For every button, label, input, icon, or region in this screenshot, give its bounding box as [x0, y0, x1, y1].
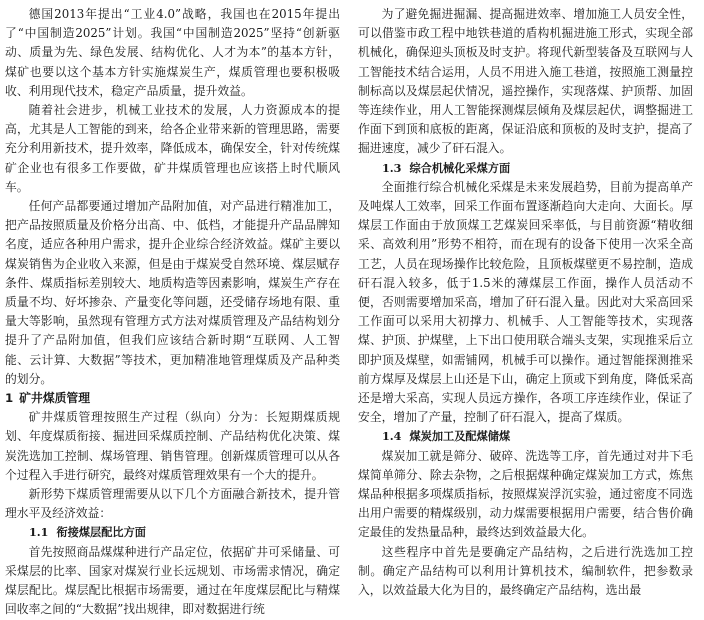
- paragraph: 为了避免掘进掘漏、提高掘进效率、增加施工人员安全性，可以借鉴市政工程中地铁巷道的盾构机掘进施工形式，实现全部机械化，确保迎头顶板及时支护。将现代新型装备及互联网与人工智能技术结合运用，人员不用进入施工巷道，按照施工测量控制标高以及煤层起伏情况，遥控操作，实现落煤、护顶帮、加固等连续作业，用人工智能探测煤层倾角及煤层起伏，调整掘进工作面下到顶和底板的距离，保证沿底和顶板的及时支护，提高了掘进速度，减少了矸石混入。: [358, 7, 693, 156]
- subsection-heading: [5, 523, 340, 542]
- subsection-heading: [358, 159, 693, 178]
- subsection-number: 1.1: [29, 525, 49, 540]
- subsection-number: 1.3: [382, 160, 402, 175]
- paragraph: 首先按照商品煤煤种进行产品定位，依据矿井可采储量、可采煤层的比率、国家对煤炭行业长远规划、市场需求情况，确定煤层配比。煤层配比根据市场需要，通过在年度煤层配比与精煤回收率之间的“大数据”找出规律，即对数据进行统: [5, 544, 340, 617]
- subsection-title: 衔接煤层配比方面: [56, 525, 146, 540]
- paragraph: 随着社会进步，机械工业技术的发展，人力资源成本的提高，尤其是人工智能的到来，给各企业带来新的管理思路，需要充分利用新技术，提升效率，降低成本，确保安全，针对传统煤矿企业也有很多工作要做，矿井煤质管理也应该搭上时代顺风车。: [5, 103, 340, 194]
- subsection-heading: [358, 427, 693, 446]
- left-column: [5, 5, 340, 620]
- paragraph: 矿井煤质管理按照生产过程（纵向）分为：长短期煤质规划、年度煤质衔接、掘进回采煤质控制、产品结构优化决策、煤炭洗选加工控制、煤场管理、销售管理。创新煤质管理可以从各个过程入手进行研究，最终对煤质管理效果有一个大的提升。: [5, 410, 340, 482]
- paragraph: 全面推行综合机械化采煤是未来发展趋势，目前为提高单产及吨煤人工效率，回采工作面布置逐渐趋向大走向、大面长。厚煤层工作面由于放顶煤工艺煤炭回采率低，与目前资源“精收细采、高效利用”形势不相符，而在现有的设备下使用一次采全高工艺，人员在现场操作比较危险，且顶板煤壁更不易控制，造成矸石混入较多，低于1.5米的薄煤层工作面，操作人员活动不便，否则需要增加采高，增加了矸石混入量。因此对大采高回采工作面可以采用大初撑力、机械手、人工智能等技术，实现落煤、护顶、护煤壁，上下出口使用联合端头支架，实现推采后立即护顶及煤壁，如需铺网，机械手可以操作。通过智能探测推采前方煤厚及煤层上山还是下山，确定上顶或下到角度，降低采高还是增大采高，实现人员远方操作，各项工序连续作业，保证了安全，增加了产量，控制了矸石混入，提高了煤质。: [358, 179, 693, 425]
- paragraph: 煤炭加工就是筛分、破碎、洗选等工序，首先通过对井下毛煤简单筛分、除去杂物，之后根据煤种确定煤炭加工方式，炼焦煤品种根据多项煤质指标，按照煤炭浮沉实验，通过密度不同选出用户需要的精煤级别，动力煤需要根据用户需要，结合售价确定最佳的发热量品种，最终达到效益最大化。: [358, 448, 693, 540]
- subsection-title: 综合机械化采煤方面: [409, 160, 511, 175]
- paragraph: 任何产品都要通过增加产品附加值，对产品进行精准加工，把产品按照质量及价格分出高、中、低档，才能提升产品品牌知名度，适应各种用户需求，提升企业综合经济效益。煤矿主要以煤炭销售为企业收入来源，但是由于煤炭受自然环境、煤层赋存条件、煤质指标差别较大、地质构造等因素影响，煤炭生产存在质量不均、好坏掺杂、产量变化等问题，还受储存场地有限、重量大等影响，虽然现有管理方式方法对煤质管理及产品结构划分提升了产品附加值，但我们应该结合新时期“互联网、人工智能、云计算、大数据”等技术，更加精准地管理煤质及产品种类的划分。: [5, 199, 340, 386]
- section-title: 矿井煤质管理: [19, 391, 91, 406]
- subsection-number: 1.4: [382, 429, 402, 444]
- subsection-title: 煤炭加工及配煤储煤: [409, 429, 511, 444]
- section-heading: [5, 389, 340, 408]
- right-column: [358, 5, 693, 600]
- paragraph: 这些程序中首先是要确定产品结构，之后进行洗选加工控制。确定产品结构可以利用计算机技术，编制软件，把参数录入，以效益最大化为目的，最终确定产品结构，选出最: [358, 544, 693, 598]
- paragraph: 新形势下煤质管理需要从以下几个方面融合新技术，提升管理水平及经济效益：: [5, 487, 340, 521]
- section-number: 1: [5, 391, 14, 406]
- paragraph: 德国2013年提出“工业4.0”战略，我国也在2015年提出了“中国制造2025”计划。我国“中国制造2025”坚持“创新驱动、质量为先、绿色发展、结构优化、人才为本”的基本方针，煤矿也要以这个基本方针实施煤炭生产，煤质管理也要积极吸收、利用现代技术，稳定产品质量，提升效益。: [5, 7, 340, 98]
